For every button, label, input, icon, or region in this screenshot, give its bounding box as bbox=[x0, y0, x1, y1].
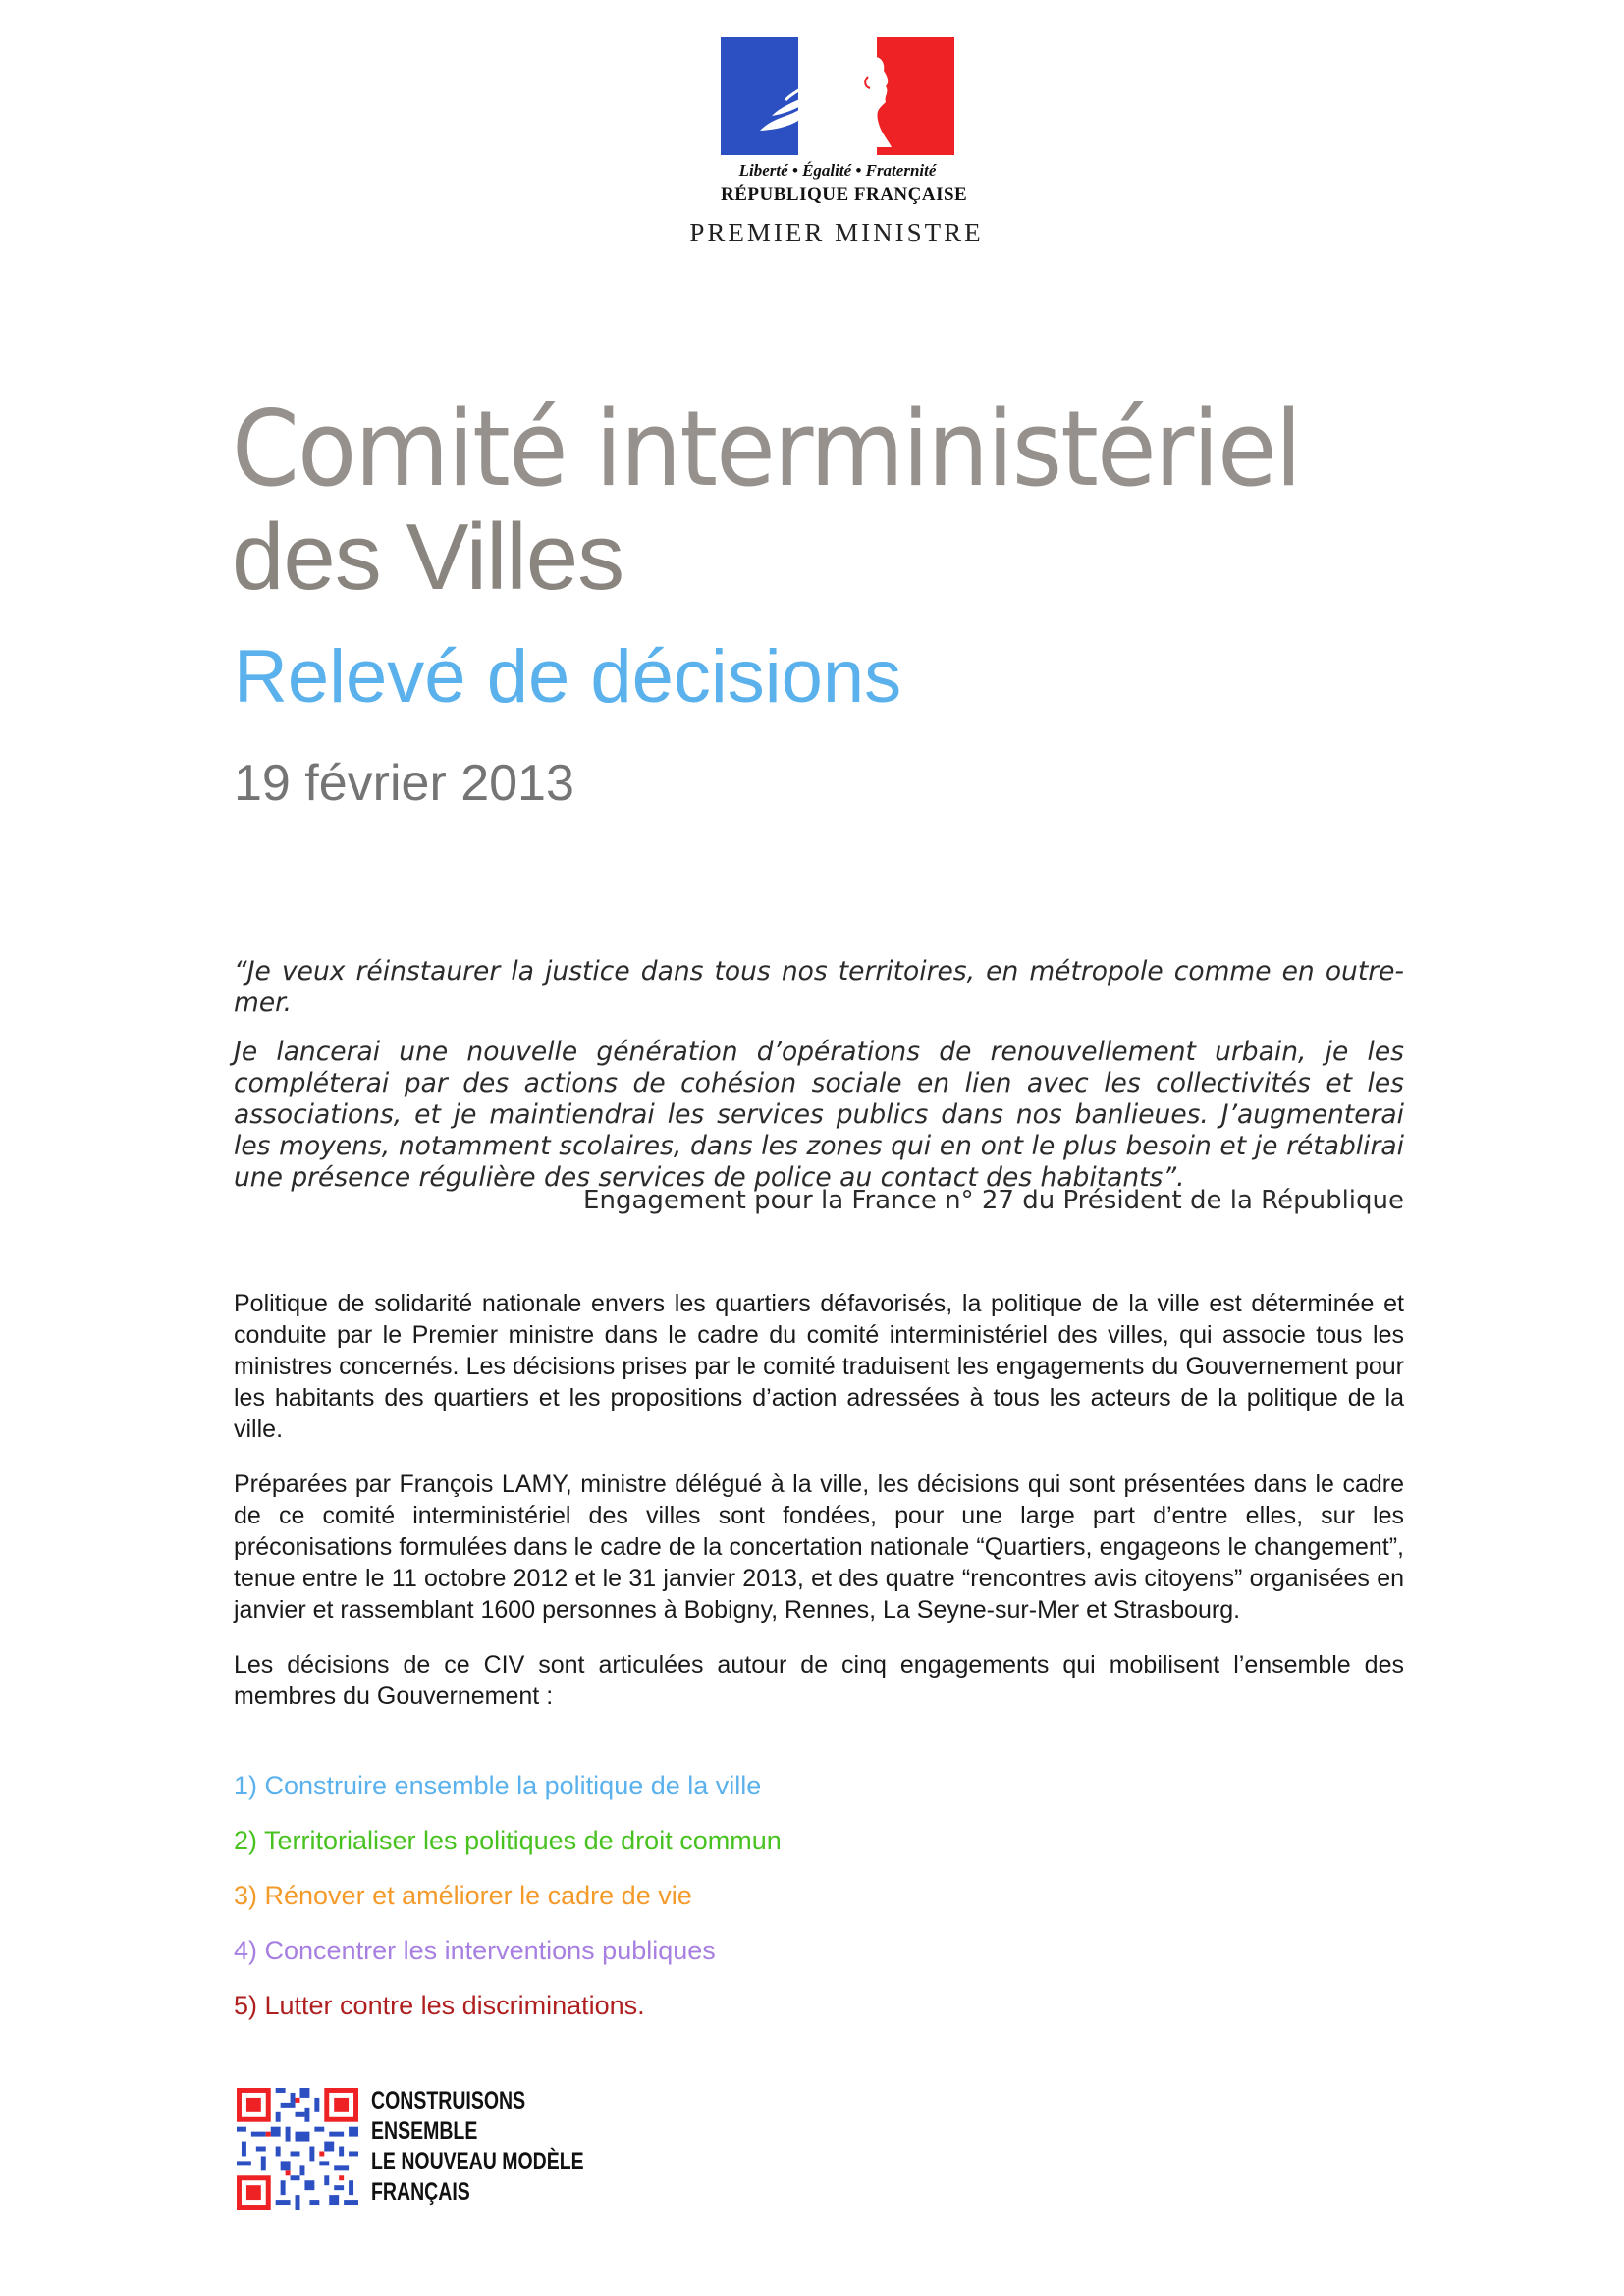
logo-motto: Liberté • Égalité • Fraternité bbox=[738, 161, 937, 180]
quote-attribution: Engagement pour la France n° 27 du Président de la République bbox=[583, 1186, 1404, 1215]
qr-code-icon bbox=[237, 2088, 358, 2210]
document-subtitle: Relevé de décisions bbox=[234, 635, 902, 719]
slogan-line: CONSTRUISONS bbox=[371, 2087, 526, 2114]
engagement-item: 2) Territorialiser les politiques de droit commun bbox=[234, 1826, 782, 1855]
title-line-1: Comité interministériel bbox=[232, 389, 1301, 509]
engagement-item: 3) Rénover et améliorer le cadre de vie bbox=[234, 1881, 692, 1910]
presidential-quote bbox=[234, 956, 1404, 1211]
logo-republic-name: RÉPUBLIQUE FRANÇAISE bbox=[721, 185, 968, 205]
body-paragraph: Politique de solidarité nationale envers les quartiers défavorisés, la politique de la ville est déterminée et conduite par le Premier ministre dans le cadre du comité interministériel des villes, qui associe tous les ministres concernés. Les décisions prises par le comité traduisent les engagements du Gouvernement pour les habitants des quartiers et les propositions d’action adressées à tous les acteurs de la politique de la ville. bbox=[234, 1290, 1404, 1443]
body-text bbox=[234, 1288, 1404, 1735]
slogan-line: FRANÇAIS bbox=[371, 2178, 470, 2206]
slogan-line: ENSEMBLE bbox=[371, 2117, 478, 2145]
title-line-2: des Villes bbox=[232, 505, 624, 610]
quote-paragraph: Je lancerai une nouvelle génération d’opérations de renouvellement urbain, je les compléterai par des actions de cohésion sociale en lien avec les collectivités et les associations, et je maintiendrai les services publics dans nos banlieues. J’augmenterai les moyens, notamment scolaires, dans les zones qui en ont le plus besoin et je rétablirai une présence régulière des services de police au contact des habitants”. bbox=[234, 1037, 1404, 1193]
engagement-item: 4) Concentrer les interventions publiques bbox=[234, 1936, 716, 1965]
campaign-slogan bbox=[371, 2086, 584, 2208]
ministry-name: PREMIER MINISTRE bbox=[689, 218, 984, 247]
quote-paragraph: “Je veux réinstaurer la justice dans tous nos territoires, en métropole comme en outre-mer. bbox=[234, 956, 1404, 1018]
slogan-line: LE NOUVEAU MODÈLE bbox=[371, 2148, 584, 2175]
body-paragraph: Les décisions de ce CIV sont articulées autour de cinq engagements qui mobilisent l’ensemble des membres du Gouvernement : bbox=[234, 1651, 1404, 1710]
republique-francaise-logo bbox=[721, 37, 968, 206]
document-date: 19 février 2013 bbox=[234, 755, 574, 812]
body-paragraph: Préparées par François LAMY, ministre délégué à la ville, les décisions qui sont présentées dans le cadre de ce comité interministériel des villes sont fondées, pour une large part d’entre elles, sur les préconisations formulées dans le cadre de la concertation nationale “Quartiers, engageons le changement”, tenue entre le 11 octobre 2012 et le 31 janvier 2013, et des quatre “rencontres avis citoyens” organisées en janvier et rassemblant 1600 personnes à Bobigny, Rennes, La Seyne-sur-Mer et Strasbourg. bbox=[234, 1470, 1404, 1624]
engagement-item: 5) Lutter contre les discriminations. bbox=[234, 1991, 645, 2020]
marianne-flag-icon bbox=[721, 37, 954, 155]
engagement-item: 1) Construire ensemble la politique de la ville bbox=[234, 1771, 762, 1800]
